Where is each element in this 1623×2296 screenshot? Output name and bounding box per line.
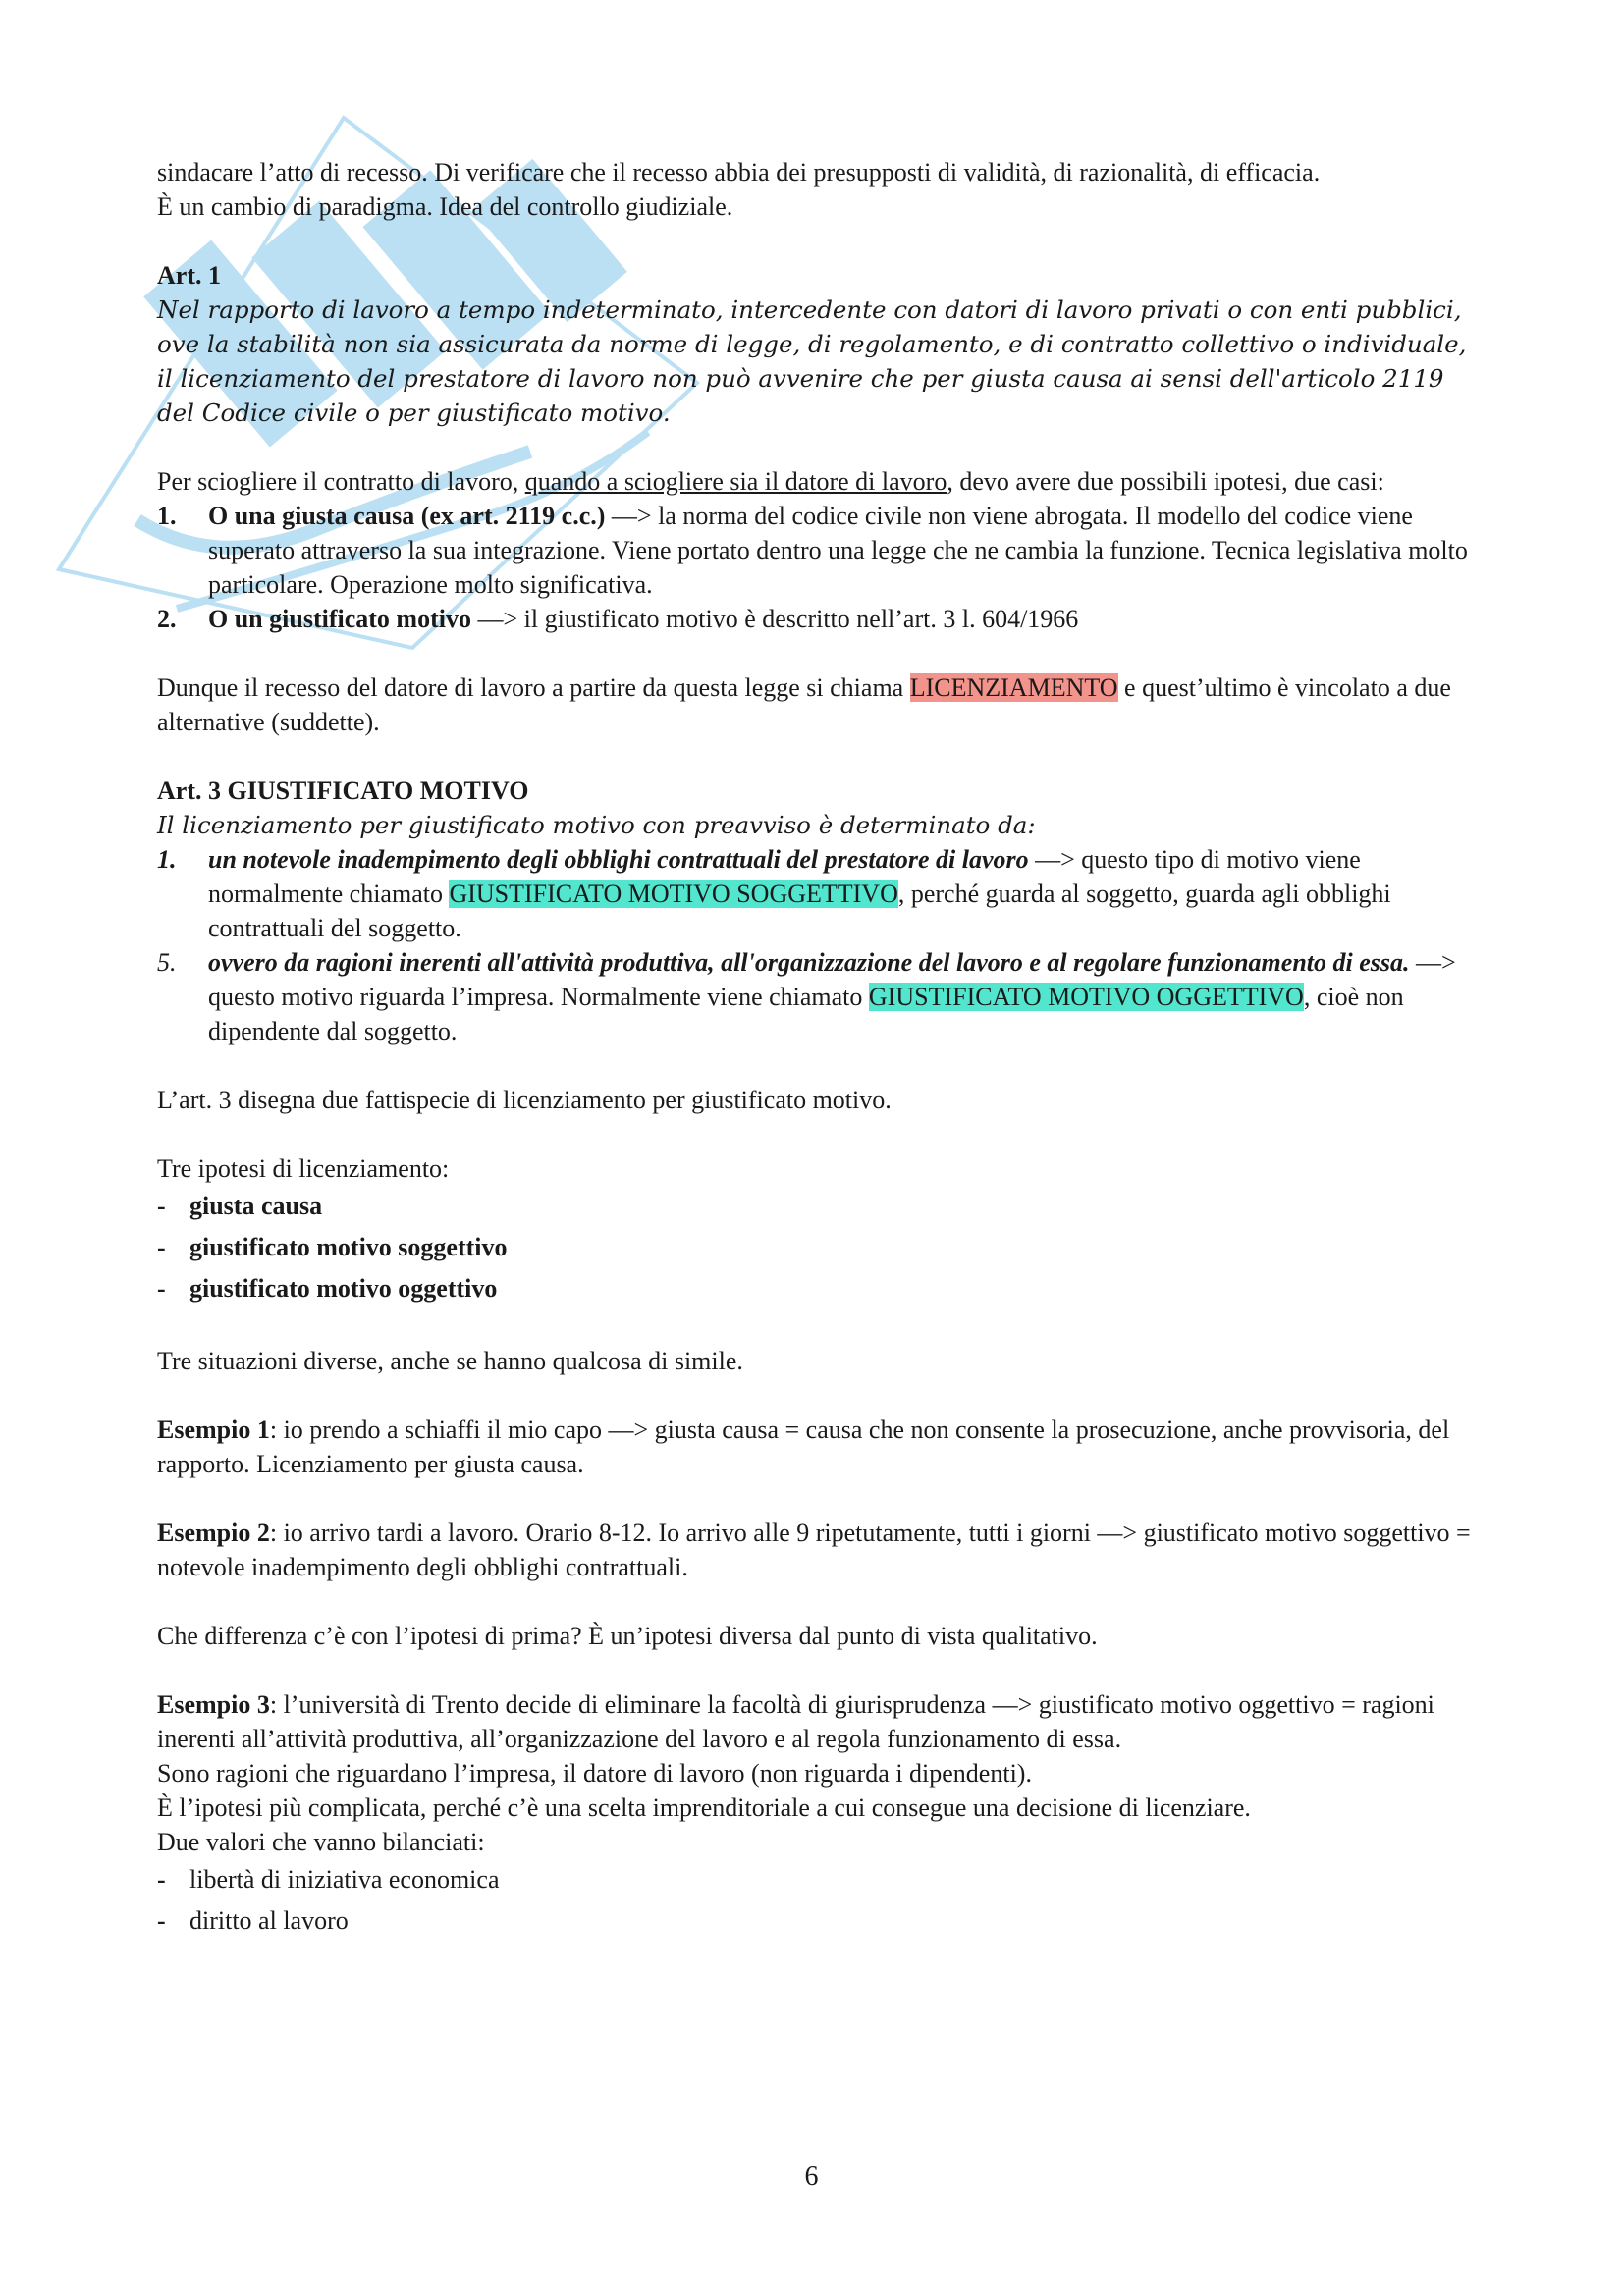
list-item: - diritto al lavoro <box>157 1906 349 1935</box>
art1-text: Nel rapporto di lavoro a tempo indeterminato, intercedente con datori di lavoro privati o con enti pubblici, ove la stabilità non sia assicurata da norme di legge, di regolamento, e di contratto collettivo o individuale, il licenziamento del prestatore di lavoro non può avvenire che per giusta causa ai sensi dell'articolo 2119 del Codice civile o per giustificato motivo. <box>157 295 1467 427</box>
art1-heading: Art. 1 <box>157 261 221 290</box>
list-item: 1. un notevole inadempimento degli obblighi contrattuali del prestatore di lavoro —> questo tipo di motivo viene normalmente chiamato GIUSTIFICATO MOTIVO SOGGETTIVO, perché guarda al soggetto, guarda agli obblighi contrattuali del soggetto. <box>157 845 1391 942</box>
highlight-soggettivo: GIUSTIFICATO MOTIVO SOGGETTIVO <box>449 880 898 908</box>
sciogliere-list <box>157 499 1483 636</box>
tre-ipotesi-intro: Tre ipotesi di licenziamento: <box>157 1154 450 1183</box>
esempio3-paragraph: Esempio 3: l’università di Trento decide di eliminare la facoltà di giurisprudenza —> giustificato motivo oggettivo = ragioni inerenti all’attività produttiva, all’organizzazione del lavoro e al regola funzionamento di essa. <box>157 1690 1434 1753</box>
list-item: - giustificato motivo oggettivo <box>157 1274 498 1303</box>
dunque-paragraph: Dunque il recesso del datore di lavoro a partire da questa legge si chiama LICENZIAMENTO e quest’ultimo è vincolato a due alternative (suddette). <box>157 673 1451 736</box>
art3-heading: Art. 3 GIUSTIFICATO MOTIVO <box>157 776 529 805</box>
art3-list <box>157 842 1483 1048</box>
page-number: 6 <box>804 2162 819 2192</box>
esempio1-paragraph: Esempio 1: io prendo a schiaffi il mio capo —> giusta causa = causa che non consente la prosecuzione, anche provvisoria, del rapporto. Licenziamento per giusta causa. <box>157 1415 1450 1478</box>
intro-paragraph-1: sindacare l’atto di recesso. Di verificare che il recesso abbia dei presupposti di validità, di razionalità, di efficacia. <box>157 158 1321 187</box>
esempio3-line2: Sono ragioni che riguardano l’impresa, il datore di lavoro (non riguarda i dipendenti). <box>157 1759 1032 1788</box>
tre-situazioni-paragraph: Tre situazioni diverse, anche se hanno qualcosa di simile. <box>157 1347 743 1375</box>
esempio3-line4: Due valori che vanno bilanciati: <box>157 1828 485 1856</box>
tre-ipotesi-list <box>157 1186 1483 1309</box>
list-item: 1. O una giusta causa (ex art. 2119 c.c.) —> la norma del codice civile non viene abrogata. Il modello del codice viene superato attraverso la sua integrazione. Viene portato dentro una legge che ne cambia la funzione. Tecnica legislativa molto particolare. Operazione molto significativa. <box>157 502 1468 599</box>
highlight-licenziamento: LICENZIAMENTO <box>909 673 1118 702</box>
list-item: 2. O un giustificato motivo —> il giustificato motivo è descritto nell’art. 3 l. 604/1966 <box>157 605 1079 633</box>
document-body <box>157 155 1483 1942</box>
differenza-paragraph: Che differenza c’è con l’ipotesi di prima? È un’ipotesi diversa dal punto di vista qualitativo. <box>157 1622 1098 1650</box>
list-item: - giustificato motivo soggettivo <box>157 1233 508 1261</box>
list-item: - giusta causa <box>157 1192 323 1220</box>
esempio3-line3: È l’ipotesi più complicata, perché c’è una scelta imprenditoriale a cui consegue una decisione di licenziare. <box>157 1793 1251 1822</box>
fattispecie-paragraph: L’art. 3 disegna due fattispecie di licenziamento per giustificato motivo. <box>157 1086 892 1114</box>
intro-paragraph-2: È un cambio di paradigma. Idea del controllo giudiziale. <box>157 192 733 221</box>
esempio2-paragraph: Esempio 2: io arrivo tardi a lavoro. Orario 8-12. Io arrivo alle 9 ripetutamente, tutti i giorni —> giustificato motivo soggettivo = notevole inadempimento degli obblighi contrattuali. <box>157 1519 1471 1581</box>
highlight-oggettivo: GIUSTIFICATO MOTIVO OGGETTIVO <box>868 983 1304 1011</box>
sciogliere-paragraph: Per sciogliere il contratto di lavoro, quando a sciogliere sia il datore di lavoro, devo avere due possibili ipotesi, due casi: <box>157 467 1384 496</box>
valori-list <box>157 1859 1483 1942</box>
art3-intro: Il licenziamento per giustificato motivo con preavviso è determinato da: <box>157 811 1036 839</box>
list-item: - libertà di iniziativa economica <box>157 1865 500 1894</box>
list-item: 5. ovvero da ragioni inerenti all'attività produttiva, all'organizzazione del lavoro e al regolare funzionamento di essa. —> questo motivo riguarda l’impresa. Normalmente viene chiamato GIUSTIFICATO MOTIVO OGGETTIVO, cioè non dipendente dal soggetto. <box>157 948 1456 1045</box>
underlined-phrase: quando a sciogliere sia il datore di lavoro <box>524 467 947 496</box>
